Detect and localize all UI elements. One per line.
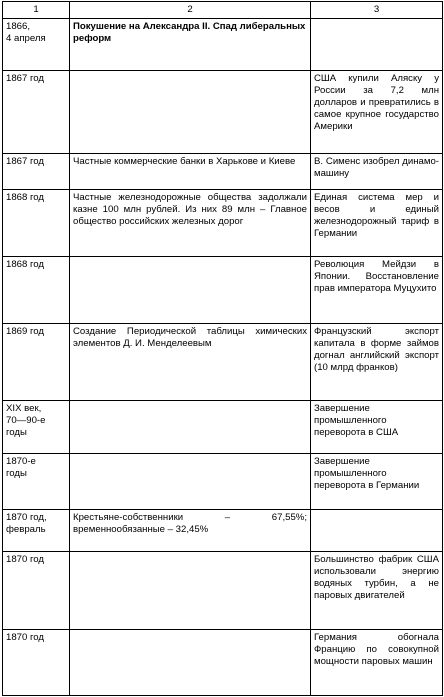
- world-cell: США купили Аляску у России за 7,2 млн долларов и превратились в самое крупное государство Америки: [311, 71, 443, 154]
- date-cell: 1868 год: [3, 257, 70, 324]
- table-row: [3, 552, 443, 630]
- date-cell: 1870 год, февраль: [3, 510, 70, 552]
- russia-cell: [70, 630, 311, 696]
- russia-cell: Частные коммерческие банки в Харькове и Киеве: [70, 154, 311, 190]
- russia-cell: [70, 71, 311, 154]
- date-cell: 1867 год: [3, 71, 70, 154]
- date-cell: 1870-е годы: [3, 454, 70, 510]
- column-header-1: 1: [3, 2, 70, 19]
- russia-cell: [70, 401, 311, 454]
- russia-cell: Создание Периодической таблицы химических элементов Д. И. Менделеевым: [70, 324, 311, 401]
- date-cell: 1867 год: [3, 154, 70, 190]
- table-row: [3, 71, 443, 154]
- table-row: [3, 510, 443, 552]
- header-row: [3, 2, 443, 19]
- table-row: [3, 19, 443, 71]
- russia-cell: Частные железнодорожные общества задолжали казне 100 млн рублей. Из них 89 млн – Главное общество российских железных дорог: [70, 190, 311, 257]
- column-header-2: 2: [70, 2, 311, 19]
- russia-cell: [70, 257, 311, 324]
- world-cell: [311, 19, 443, 71]
- table-row: [3, 630, 443, 696]
- date-cell: 1868 год: [3, 190, 70, 257]
- world-cell: Единая система мер и весов и единый железнодорожный тариф в Германии: [311, 190, 443, 257]
- date-cell: 1866, 4 апреля: [3, 19, 70, 71]
- world-cell: Большинство фабрик США использовали энергию водяных турбин, а не паровых двигателей: [311, 552, 443, 630]
- world-cell: В. Сименс изобрел динамо-машину: [311, 154, 443, 190]
- table-row: [3, 190, 443, 257]
- world-cell: Завершение промышленного переворота в Германии: [311, 454, 443, 510]
- column-header-3: 3: [311, 2, 443, 19]
- table-row: [3, 257, 443, 324]
- table-row: [3, 454, 443, 510]
- world-cell: [311, 510, 443, 552]
- date-cell: XIX век, 70—90-е годы: [3, 401, 70, 454]
- russia-cell: [70, 552, 311, 630]
- date-cell: 1869 год: [3, 324, 70, 401]
- table-row: [3, 401, 443, 454]
- world-cell: Революция Мейдзи в Японии. Восстановление прав императора Муцухито: [311, 257, 443, 324]
- world-cell: Германия обогнала Францию по совокупной мощности паровых машин: [311, 630, 443, 696]
- table-row: [3, 154, 443, 190]
- russia-cell: [70, 454, 311, 510]
- table-row: [3, 324, 443, 401]
- russia-cell: Крестьяне-собственники – 67,55%; временнообязанные – 32,45%: [70, 510, 311, 552]
- date-cell: 1870 год: [3, 552, 70, 630]
- world-cell: Завершение промышленного переворота в США: [311, 401, 443, 454]
- chronology-table: [2, 1, 443, 696]
- date-cell: 1870 год: [3, 630, 70, 696]
- world-cell: Французский экспорт капитала в форме займов догнал английский экспорт (10 млрд франков): [311, 324, 443, 401]
- russia-cell: Покушение на Александра II. Спад либеральных реформ: [70, 19, 311, 71]
